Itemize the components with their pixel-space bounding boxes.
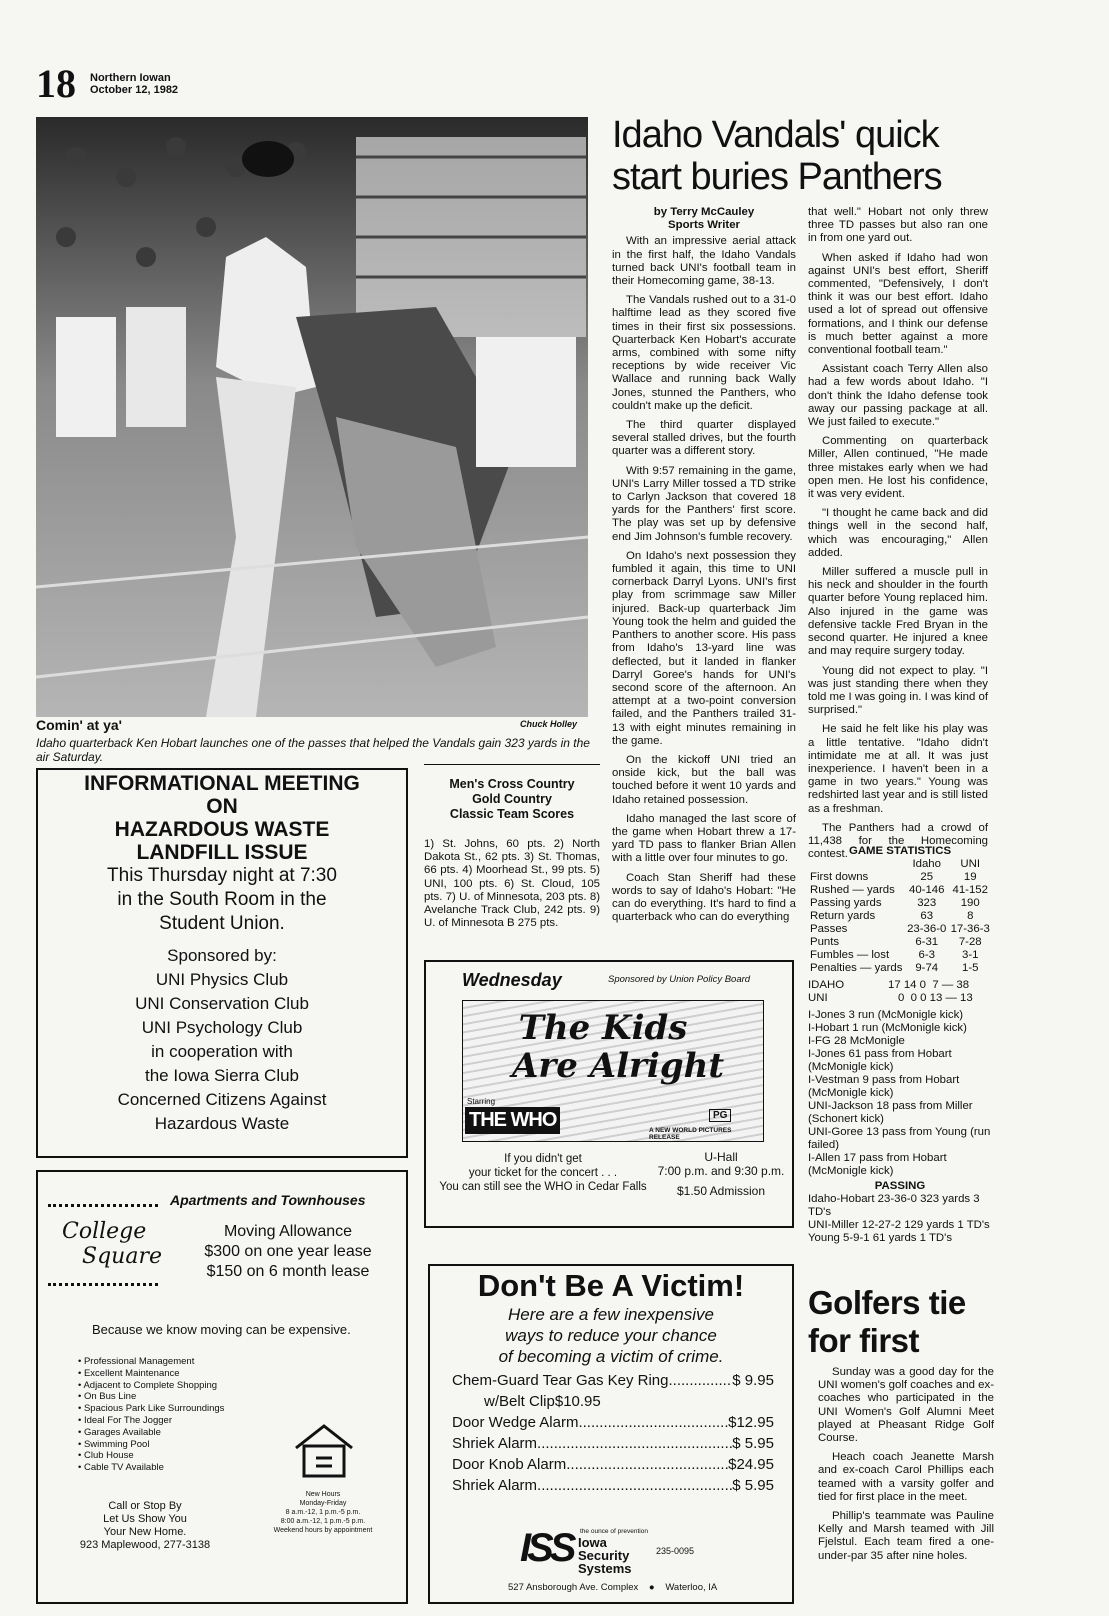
caption-text: Idaho quarterback Ken Hobart launches one of the passes that helped the Vandals gain 323 yards in the air Saturday.	[36, 736, 590, 764]
photo-credit: Chuck Holley	[520, 719, 578, 729]
price-row	[452, 1433, 774, 1454]
meeting-when: Student Union.	[159, 913, 285, 934]
address-city: Waterloo, IA	[665, 1582, 718, 1593]
offer-line: $300 on one year lease	[204, 1243, 372, 1260]
feature-text: Excellent Maintenance	[83, 1367, 180, 1379]
offer-line: $150 on 6 month lease	[206, 1263, 370, 1280]
stat-value: 41-152	[952, 884, 988, 896]
feature-text: Professional Management	[83, 1356, 195, 1367]
article-paragraph: With 9:57 remaining in the game, UNI's Larry Miller tossed a TD strike to Carlyn Jackson that covered 18 yards for the Panthers' first score. The play was set up by defensive end Jim Johnson's fumble recovery.	[612, 464, 796, 543]
logo-text: College	[62, 1219, 147, 1244]
stat-label: Passes	[810, 923, 848, 935]
security-price-list	[452, 1370, 774, 1496]
list-item: • Cable TV Available	[78, 1462, 164, 1474]
stat-value: 6-31	[915, 936, 939, 948]
golf-headline: Golfers tie for first	[808, 1284, 966, 1359]
item-price: $ 5.95	[732, 1477, 774, 1494]
list-item: • On Bus Line	[78, 1391, 137, 1403]
article-paragraph: Sunday was a good day for the UNI women's golf coaches and ex-coaches who participated in the UNI Women's Golf Alumni Meet played at Pheasant Ridge Golf Course.	[818, 1366, 994, 1445]
college-tagline: Because we know moving can be expensive.	[92, 1322, 351, 1337]
stat-value: 19	[963, 871, 977, 883]
sponsor-item: UNI Conservation Club	[135, 994, 309, 1013]
item-price: $24.95	[728, 1456, 774, 1473]
movie-day: Wednesday	[462, 970, 562, 990]
stat-value: 63	[920, 910, 934, 922]
feature-text: Spacious Park Like Surroundings	[83, 1403, 225, 1415]
movie-sponsor: Sponsored by Union Policy Board	[608, 974, 751, 985]
stat-value: 17-36-3	[950, 923, 990, 935]
stat-value: 8	[967, 910, 974, 922]
list-item: • Swimming Pool	[78, 1438, 150, 1450]
football-photo	[36, 117, 588, 717]
sponsor-item: Hazardous Waste	[154, 1114, 290, 1133]
stat-value: 190	[960, 897, 980, 909]
byline-role: Sports Writer	[668, 219, 740, 232]
team-name: UNI	[808, 992, 828, 1004]
movie-note	[438, 1152, 648, 1194]
item-name: Door Wedge Alarm	[452, 1414, 579, 1431]
house-icon	[292, 1422, 356, 1478]
table-row	[808, 949, 992, 962]
meeting-when: This Thursday night at 7:30	[107, 865, 337, 886]
cc-title: Gold Country	[472, 792, 552, 806]
list-item: UNI-Jackson 18 pass from Miller (Schonert kick)	[808, 1100, 973, 1125]
item-price: $ 9.95	[732, 1372, 774, 1389]
stat-label: Rushed — yards	[810, 884, 895, 896]
list-item: • Club House	[78, 1450, 134, 1462]
stat-label: Punts	[810, 936, 840, 948]
item-name: Chem-Guard Tear Gas Key Ring	[452, 1372, 669, 1389]
list-item: I-Jones 61 pass from Hobart (McMonigle kick)	[808, 1048, 952, 1073]
feature-text: Cable TV Available	[83, 1462, 164, 1474]
movie-admission: $1.50 Admission	[676, 1184, 766, 1198]
belt-clip: w/Belt Clip$10.95	[484, 1393, 601, 1410]
article-paragraph: "I thought he came back and did things well in the second half, which was encouraging," Allen added.	[808, 507, 988, 559]
table-row	[808, 884, 992, 897]
company-line: Iowa	[578, 1535, 607, 1550]
article-paragraph: Assistant coach Terry Allen also had a few words about Idaho. "I don't think the Idaho defense took away our passing package at all. We just failed to execute."	[808, 363, 988, 429]
sub-line: of becoming a victim of crime.	[498, 1347, 724, 1366]
game-statistics	[808, 845, 992, 1245]
list-item: I-Allen 17 pass from Hobart (McMonigle kick)	[808, 1152, 947, 1177]
stats-title: GAME STATISTICS	[848, 845, 952, 857]
security-phone: 235-0095	[656, 1546, 695, 1556]
meeting-ad	[36, 768, 408, 1158]
item-name: Door Knob Alarm	[452, 1456, 567, 1473]
list-item: UNI-Goree 13 pass from Young (run failed)	[808, 1126, 991, 1151]
college-square-ad	[36, 1170, 408, 1604]
table-row	[808, 871, 992, 884]
list-item: • Garages Available	[78, 1426, 161, 1438]
article-paragraph: On the kickoff UNI tried an onside kick, but the ball was touched before it went 10 yards and Idaho retained possession.	[612, 753, 796, 806]
movie-venue: U-Hall	[704, 1150, 738, 1164]
table-row	[808, 936, 992, 949]
article-paragraph: Idaho managed the last score of the game when Hobart threw a 17-yard TD pass to flanker Brian Allen with a little over four minutes to go.	[612, 812, 796, 865]
team-score: 17 14 0 7 — 38	[888, 979, 970, 991]
stat-value: 25	[920, 871, 934, 883]
item-name: Shriek Alarm	[452, 1477, 538, 1494]
stat-value: 3-1	[962, 949, 979, 961]
feature-text: Club House	[83, 1450, 134, 1462]
college-offer	[188, 1222, 388, 1282]
stat-value: 23-36-0	[907, 923, 947, 935]
stat-label: Penalties — yards	[810, 962, 903, 974]
movie-title: Are Alright	[511, 1046, 725, 1086]
company-name	[578, 1536, 631, 1575]
article-paragraph: When asked if Idaho had won against UNI's best effort, Sheriff commented, "Defensively, I don't think it was our best effort. Idaho used a lot of spread out offensive formations, and I think our defense is much better against a more conventional football team."	[808, 251, 988, 357]
article-col-1	[612, 206, 796, 930]
issue-date: October 12, 1982	[90, 84, 179, 96]
table-row	[808, 923, 992, 936]
article-paragraph: The Vandals rushed out to a 31-0 halftime lead as they scored five times in their first six possessions. Quarterback Ken Hobart's accurate arms, combined with some nifty receptions by wide receiver Vic Wallace and running back Wally Jones, stunned the Panthers, who couldn't make up the deficit.	[612, 294, 796, 412]
team-name: IDAHO	[808, 979, 845, 991]
article-paragraph: With an impressive aerial attack in the first half, the Idaho Vandals turned back UNI's football team in their Homecoming game, 38-13.	[612, 235, 796, 288]
price-row	[452, 1412, 774, 1433]
list-item: UNI-Miller 12-27-2 129 yards 1 TD's	[808, 1219, 990, 1231]
feature-text: Swimming Pool	[83, 1438, 150, 1450]
feature-text: On Bus Line	[83, 1391, 137, 1403]
item-price: $12.95	[728, 1414, 774, 1431]
sponsor-item: UNI Psychology Club	[141, 1018, 303, 1037]
company-line: Systems	[578, 1561, 632, 1576]
contact-line: 923 Maplewood, 277-3138	[79, 1539, 211, 1551]
scoring-summary	[808, 1009, 992, 1178]
article-paragraph: Heach coach Jeanette Marsh and ex-coach Carol Phillips each teamed with a varsity golfer and tied for first place in the meet.	[818, 1451, 994, 1503]
iss-logo: ISS	[520, 1526, 573, 1570]
sponsor-item: the Iowa Sierra Club	[144, 1066, 300, 1085]
company-line: Security	[578, 1548, 630, 1563]
list-item: • Professional Management	[78, 1356, 195, 1367]
article-paragraph: On Idaho's next possession they fumbled it again, this time to UNI cornerback Darryl Lyons. UNI's first play from scrimmage saw Miller injured. Back-up quarterback Jim Young took the helm and guided the Panthers to another score. His pass from Idaho's 13-yard line was deflected, but it landed in flanker Darryl Goree's hands for UNI's second score of the afternoon. An attempt at a two-point conversion failed, and the Panthers trailed 31-13 with eight minutes remaining in the game.	[612, 549, 796, 747]
golf-article	[818, 1366, 994, 1569]
note-line: You can still see the WHO in Cedar Falls	[439, 1181, 647, 1193]
feature-text: Ideal For The Jogger	[83, 1414, 172, 1426]
list-item: I-Vestman 9 pass from Hobart (McMonigle kick)	[808, 1074, 960, 1099]
price-row	[452, 1475, 774, 1496]
stat-label: Fumbles — lost	[810, 949, 890, 961]
note-line: your ticket for the concert . . .	[468, 1167, 618, 1179]
list-item: I-Jones 3 run (McMonigle kick)	[808, 1009, 964, 1021]
byline: by Terry McCauley	[653, 206, 755, 218]
sponsor-item: in cooperation with	[151, 1042, 293, 1061]
contact-line: Call or Stop By	[108, 1500, 182, 1512]
article-paragraph: Phillip's teammate was Pauline Kelly and Marsh teamed with Jill Fjelstul. Each team fired a one-under-par 35 after nine holes.	[818, 1510, 994, 1562]
hours-line: Monday-Friday	[299, 1500, 347, 1507]
security-sub	[430, 1304, 792, 1367]
sub-line: Here are a few inexpensive	[507, 1305, 714, 1324]
table-row	[808, 979, 992, 992]
offer-line: Moving Allowance	[223, 1223, 353, 1240]
movie-showing	[646, 1150, 796, 1198]
table-row	[808, 910, 992, 923]
stat-label: First downs	[810, 871, 869, 883]
movie-poster	[462, 1000, 764, 1142]
college-features	[78, 1356, 224, 1474]
article-col-2	[808, 206, 988, 867]
security-ad	[428, 1264, 794, 1604]
article-paragraph: The third quarter displayed several stalled drives, but the fourth quarter was a different story.	[612, 419, 796, 458]
college-contact	[70, 1500, 220, 1552]
caption-title: Comin' at ya'	[36, 717, 123, 733]
item-price: $ 5.95	[732, 1435, 774, 1452]
page-number: 18	[36, 61, 76, 106]
list-item: • Excellent Maintenance	[78, 1367, 180, 1379]
table-row	[808, 962, 992, 975]
hours-line: 8 a.m.-12, 1 p.m.-5 p.m.	[285, 1509, 361, 1516]
score-by-quarter	[808, 979, 992, 1005]
feature-text: Adjacent to Complete Shopping	[83, 1379, 218, 1391]
list-item: I-FG 28 McMonigle	[808, 1035, 905, 1047]
price-row	[452, 1370, 774, 1391]
rating-badge: PG	[709, 1109, 731, 1122]
security-address: 527 Ansborough Ave. Complex ● Waterloo, IA	[508, 1582, 718, 1593]
table-row	[808, 858, 992, 871]
list-item: Young 5-9-1 61 yards 1 TD's	[808, 1232, 953, 1244]
address-line: 527 Ansborough Ave. Complex	[508, 1582, 639, 1593]
item-name: Shriek Alarm	[452, 1435, 538, 1452]
hours-line: Weekend hours by appointment	[273, 1527, 373, 1534]
passing-title: PASSING	[874, 1180, 926, 1192]
stats-table	[808, 858, 992, 975]
stat-label: Return yards	[810, 910, 876, 922]
release-note: A NEW WORLD PICTURES RELEASE	[649, 1127, 732, 1141]
movie-starring: Starring	[467, 1097, 496, 1106]
stat-label: Passing yards	[810, 897, 882, 909]
stat-value: 6-3	[918, 949, 935, 961]
cc-results: 1) St. Johns, 60 pts. 2) North Dakota St., 62 pts. 3) St. Thomas, 66 pts. 4) Moorhead St., 99 pts. 5) UNI, 100 pts. 6) St. Cloud, 105 pts. 7) U. of Minnesota, 203 pts. 8) Avelanche Track Club, 242 pts. 9) U. of Minnesota B 275 pts.	[424, 838, 600, 930]
stats-header-idaho: Idaho	[912, 858, 941, 870]
sponsor-item: Concerned Citizens Against	[117, 1090, 327, 1109]
article-paragraph: Coach Stan Sheriff had these words to say of Idaho's Hobart: "He can do everything. It's hard to find a quarterback who can do everything	[612, 871, 796, 924]
meeting-title: HAZARDOUS WASTE	[114, 818, 330, 841]
article-paragraph: The Panthers had a crowd of 11,438 for the Homecoming contest.	[808, 821, 988, 861]
stat-value: 1-5	[962, 962, 979, 974]
list-item: Idaho-Hobart 23-36-0 323 yards 3 TD's	[808, 1193, 980, 1218]
tiny-text: the ounce of prevention	[580, 1528, 648, 1535]
sponsor-item: UNI Physics Club	[155, 970, 289, 989]
stat-value: 40-146	[908, 884, 945, 896]
band-logo: THE WHO	[465, 1107, 560, 1134]
stat-value: 7-28	[958, 936, 982, 948]
college-heading: Apartments and Townhouses	[170, 1192, 366, 1208]
table-row	[808, 992, 992, 1005]
note-line: If you didn't get	[504, 1153, 582, 1165]
feature-text: Garages Available	[83, 1426, 161, 1438]
stats-header-uni: UNI	[960, 858, 981, 870]
stat-value: 9-74	[915, 962, 939, 974]
article-paragraph: Young did not expect to play. "I was just standing there when they told me I was going in. I was kind of surprised."	[808, 664, 988, 717]
cc-title: Men's Cross Country	[449, 777, 575, 791]
meeting-sponsored: Sponsored by:	[167, 946, 277, 965]
list-item: I-Hobart 1 run (McMonigle kick)	[808, 1022, 967, 1034]
article-paragraph: He said he felt like his play was a little tentative. "Idaho didn't intimidate me at all. It was just inexperience. I haven't been in a game in two years." Young was redshirted last year and is still listed as a freshman.	[808, 723, 988, 815]
college-hours	[258, 1490, 388, 1535]
price-row	[452, 1454, 774, 1475]
sub-line: ways to reduce your chance	[505, 1326, 717, 1345]
contact-line: Your New Home.	[103, 1526, 187, 1538]
list-item: • Ideal For The Jogger	[78, 1414, 172, 1426]
movie-title: The Kids	[518, 1008, 688, 1048]
movie-ad	[424, 960, 794, 1228]
stat-value: 323	[917, 897, 937, 909]
cross-country	[424, 764, 600, 930]
table-row	[808, 897, 992, 910]
team-score: 0 0 0 13 — 13	[898, 992, 973, 1004]
meeting-when: in the South Room in the	[117, 889, 327, 910]
movie-times: 7:00 p.m. and 9:30 p.m.	[657, 1164, 785, 1178]
paper-name: Northern Iowan	[90, 72, 171, 84]
contact-line: Let Us Show You	[103, 1513, 187, 1525]
hours-line: 8:00 a.m.-12, 1 p.m.-5 p.m.	[280, 1518, 366, 1525]
article-paragraph: that well." Hobart not only threw three TD passes but also ran one in from one yard out.	[808, 206, 988, 245]
article-paragraph: Commenting on quarterback Miller, Allen continued, "He made three mistakes early when we had open men. He lost his confidence, it was very evident.	[808, 435, 988, 501]
logo-text: Square	[82, 1244, 162, 1269]
meeting-title: LANDFILL ISSUE	[136, 841, 308, 864]
cc-title: Classic Team Scores	[449, 807, 575, 821]
list-item: • Spacious Park Like Surroundings	[78, 1403, 225, 1415]
security-title: Don't Be A Victim!	[477, 1268, 745, 1303]
list-item: • Adjacent to Complete Shopping	[78, 1379, 218, 1391]
meeting-title: INFORMATIONAL MEETING	[84, 772, 360, 795]
hours-line: New Hours	[305, 1491, 341, 1498]
article-paragraph: Miller suffered a muscle pull in his neck and shoulder in the fourth quarter before Young replaced him. Also injured in the game was defensive tackle Fred Bryan in the second quarter. He injured a knee and may require surgery today.	[808, 566, 988, 658]
college-logo	[48, 1204, 166, 1304]
meeting-title: ON	[206, 795, 238, 818]
article-headline: Idaho Vandals' quick start buries Panthers	[612, 114, 942, 198]
